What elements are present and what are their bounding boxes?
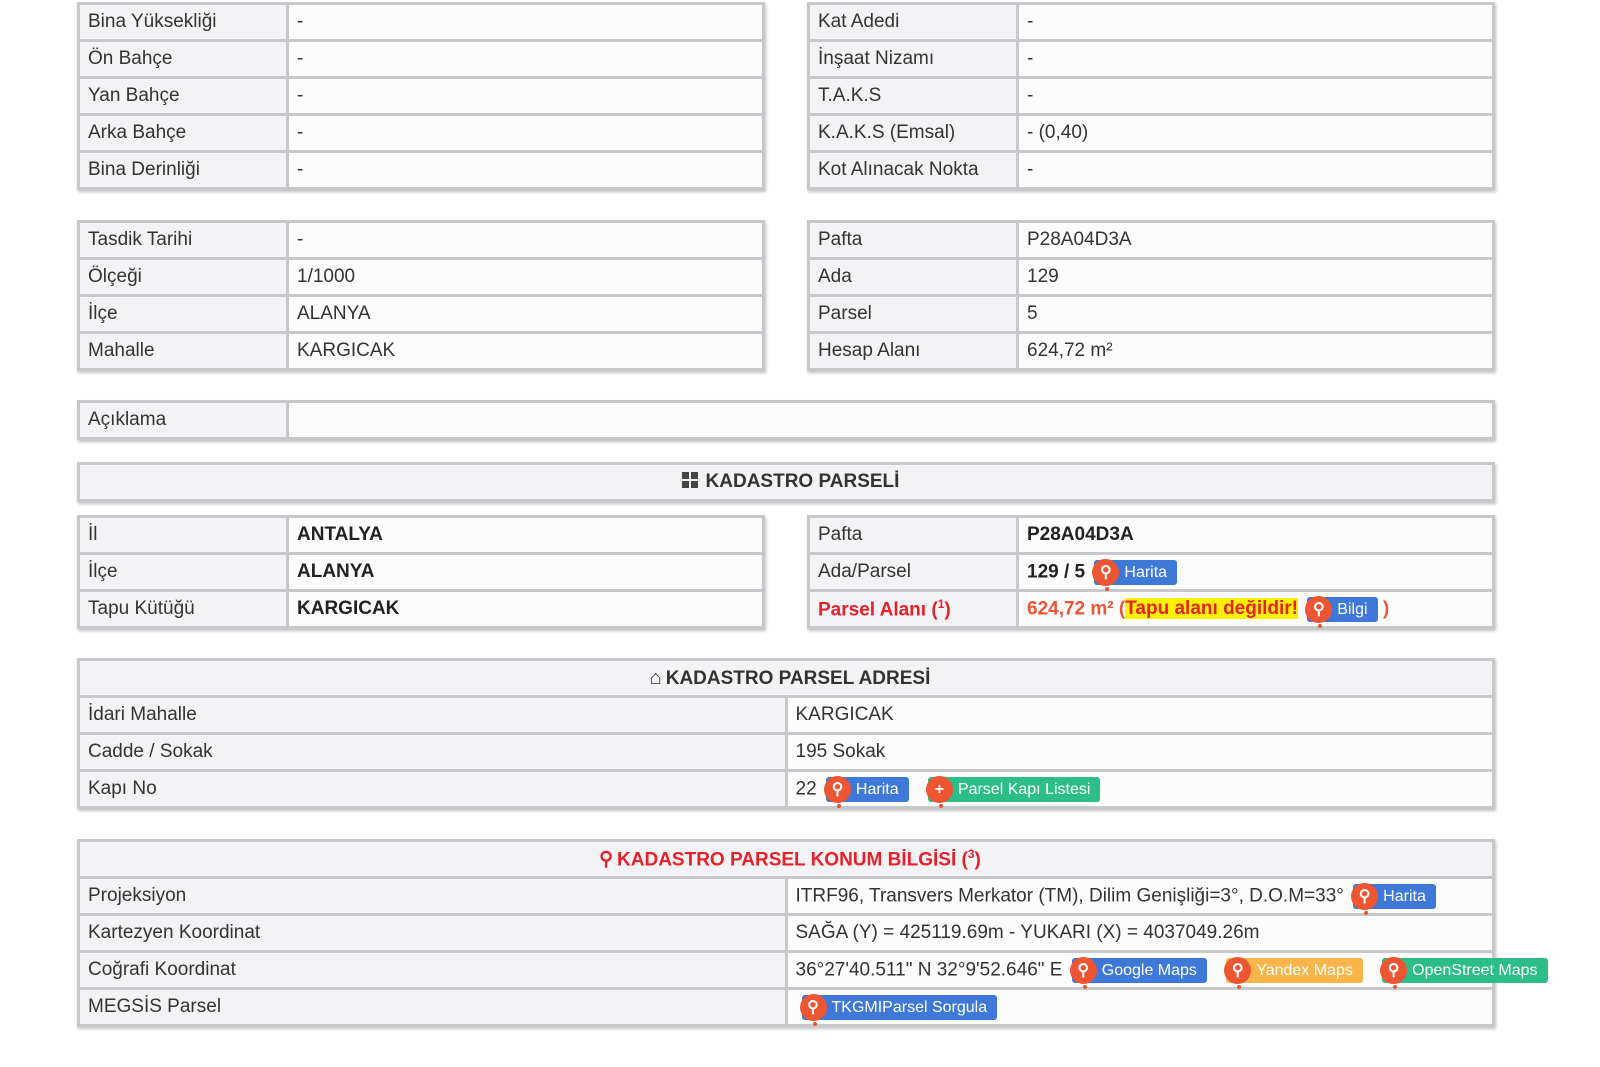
table-row: [79, 78, 764, 115]
table-row: [79, 591, 764, 628]
table-row: [809, 296, 1494, 333]
harita-button[interactable]: ⚲ Harita: [1353, 884, 1436, 909]
aciklama-value: [288, 402, 1494, 439]
building-table-left: [77, 2, 765, 190]
table-row: [79, 115, 764, 152]
row-value: -: [1018, 41, 1494, 78]
table-row: [79, 915, 1494, 952]
projeksiyon-label: Projeksiyon: [79, 878, 787, 915]
row-value: -: [288, 115, 764, 152]
row-value: 5: [1018, 296, 1494, 333]
sokak-label: Cadde / Sokak: [79, 734, 787, 771]
mahalle-label: İdari Mahalle: [79, 697, 787, 734]
map-pin-icon: ⚲: [1070, 957, 1097, 984]
row-value: -: [1018, 78, 1494, 115]
mahalle-value: KARGICAK: [786, 697, 1494, 734]
row-label: Tasdik Tarihi: [79, 222, 288, 259]
cografi-cell: [786, 952, 1538, 989]
adaparsel-value: 129 / 5: [1027, 561, 1086, 583]
table-row: [809, 41, 1494, 78]
row-value: ANTALYA: [288, 517, 764, 554]
row-value: 624,72 m²: [1018, 333, 1494, 370]
table-row: [809, 517, 1494, 554]
row-value: KARGICAK: [288, 333, 764, 370]
info-icon: ⚲: [1305, 596, 1332, 623]
row-label: Parsel: [809, 296, 1018, 333]
row-label: Hesap Alanı: [809, 333, 1018, 370]
kartezyen-value: SAĞA (Y) = 425119.69m - YUKARI (X) = 4037049.26m: [786, 915, 1494, 952]
kartezyen-label: Kartezyen Koordinat: [79, 915, 787, 952]
row-label: Ölçeği: [79, 259, 288, 296]
map-pin-icon: ⚲: [1351, 883, 1378, 910]
kapi-label: Kapı No: [79, 771, 787, 808]
parsel-alani-cell: [1018, 591, 1494, 628]
google-maps-button[interactable]: ⚲ Google Maps: [1072, 958, 1207, 983]
adaparsel-label: Ada/Parsel: [809, 554, 1018, 591]
table-row: [809, 554, 1494, 591]
table-row: [79, 333, 764, 370]
tapu-warning: Tapu alanı değildir!: [1125, 598, 1299, 620]
table-row: [79, 771, 1494, 808]
row-label: İlçe: [79, 296, 288, 333]
map-pin-icon: ⚲: [800, 994, 827, 1021]
kadastro-table-left: [77, 515, 765, 629]
plan-table-left: [77, 220, 765, 371]
table-row: [809, 222, 1494, 259]
kadastro-header: [77, 462, 1495, 502]
row-label: Ön Bahçe: [79, 41, 288, 78]
map-pin-icon: ⚲: [1380, 957, 1407, 984]
table-row: [79, 296, 764, 333]
row-label: Tapu Kütüğü: [79, 591, 288, 628]
kapi-cell: [786, 771, 1494, 808]
table-row: [809, 152, 1494, 189]
row-value: -: [1018, 152, 1494, 189]
row-label: İnşaat Nizamı: [809, 41, 1018, 78]
kapi-value: 22: [795, 778, 817, 800]
row-label: T.A.K.S: [809, 78, 1018, 115]
row-value: 129: [1018, 259, 1494, 296]
row-value: -: [1018, 4, 1494, 41]
parsel-alani-close: ): [1382, 598, 1390, 620]
yandex-maps-button[interactable]: ⚲ Yandex Maps: [1226, 958, 1363, 983]
row-value: 1/1000: [288, 259, 764, 296]
table-row: [79, 878, 1494, 915]
row-value: ALANYA: [288, 554, 764, 591]
adaparsel-cell: [1018, 554, 1494, 591]
plan-table-right: [807, 220, 1495, 371]
adres-table: [77, 658, 1495, 809]
location-pin-icon: ⚲: [599, 849, 614, 871]
row-value: P28A04D3A: [1018, 222, 1494, 259]
konum-table: [77, 839, 1538, 1027]
table-row: [79, 402, 1494, 439]
map-pin-icon: ⚲: [1092, 559, 1119, 586]
parsel-kapi-listesi-button[interactable]: + Parsel Kapı Listesi: [928, 777, 1101, 802]
building-table-right: [807, 2, 1495, 190]
projeksiyon-value: ITRF96, Transvers Merkator (TM), Dilim Genişliği=3°, D.O.M=33°: [795, 885, 1344, 907]
row-value: -: [288, 152, 764, 189]
row-label: Mahalle: [79, 333, 288, 370]
sokak-value: 195 Sokak: [786, 734, 1494, 771]
home-icon: ⌂: [649, 666, 662, 689]
table-row: [809, 333, 1494, 370]
table-row: [79, 222, 764, 259]
map-pin-icon: ⚲: [1224, 957, 1251, 984]
konum-title: ⚲ KADASTRO PARSEL KONUM BİLGİSİ ($^3$): [79, 841, 1494, 878]
map-pin-icon: ⚲: [824, 776, 851, 803]
row-value: - (0,40): [1018, 115, 1494, 152]
row-value: KARGICAK: [288, 591, 764, 628]
row-label: Kot Alınacak Nokta: [809, 152, 1018, 189]
kadastro-table-right: [807, 515, 1495, 629]
pafta-label: Pafta: [809, 517, 1018, 554]
cografi-value: 36°27'40.511" N 32°9'52.646" E: [795, 959, 1063, 981]
openstreet-maps-button[interactable]: ⚲ OpenStreet Maps: [1382, 958, 1547, 983]
megsis-label: MEGSİS Parsel: [79, 989, 787, 1026]
row-label: İl: [79, 517, 288, 554]
row-label: Bina Derinliği: [79, 152, 288, 189]
table-row: [809, 591, 1494, 628]
table-row: [79, 734, 1494, 771]
row-label: Pafta: [809, 222, 1018, 259]
row-value: -: [288, 78, 764, 115]
row-label: K.A.K.S (Emsal): [809, 115, 1018, 152]
table-row: [79, 952, 1494, 989]
parsel-alani-label: Parsel Alanı ($^1$): [809, 591, 1018, 628]
aciklama-label: Açıklama: [79, 402, 288, 439]
row-label: Ada: [809, 259, 1018, 296]
table-row: [79, 554, 764, 591]
table-row: [79, 152, 764, 189]
bilgi-button[interactable]: ⚲ Bilgi: [1307, 597, 1377, 622]
table-row: [79, 41, 764, 78]
parsel-alani-value: 624,72 m² (: [1027, 598, 1126, 620]
cografi-label: Coğrafi Koordinat: [79, 952, 787, 989]
table-row: [79, 259, 764, 296]
row-label: Arka Bahçe: [79, 115, 288, 152]
harita-button[interactable]: ⚲ Harita: [1094, 560, 1177, 585]
table-row: [79, 4, 764, 41]
kadastro-title: KADASTRO PARSELİ: [79, 464, 1494, 501]
table-row: [79, 697, 1494, 734]
row-value: -: [288, 41, 764, 78]
table-row: [809, 115, 1494, 152]
table-row: [79, 517, 764, 554]
row-value: -: [288, 4, 764, 41]
table-row: [809, 4, 1494, 41]
row-value: -: [288, 222, 764, 259]
table-row: [809, 78, 1494, 115]
row-label: İlçe: [79, 554, 288, 591]
row-label: Kat Adedi: [809, 4, 1018, 41]
row-label: Yan Bahçe: [79, 78, 288, 115]
pafta-value: P28A04D3A: [1018, 517, 1494, 554]
table-row: [809, 259, 1494, 296]
table-row: [79, 989, 1494, 1026]
aciklama-table: [77, 400, 1495, 440]
megsis-cell: [786, 989, 1494, 1026]
plus-icon: +: [926, 776, 953, 803]
adres-title: ⌂ KADASTRO PARSEL ADRESİ: [79, 660, 1494, 697]
projeksiyon-cell: [786, 878, 1494, 915]
harita-button[interactable]: ⚲ Harita: [826, 777, 909, 802]
row-label: Bina Yüksekliği: [79, 4, 288, 41]
row-value: ALANYA: [288, 296, 764, 333]
tkgm-parsel-sorgula-button[interactable]: ⚲ TKGMIParsel Sorgula: [802, 995, 998, 1020]
grid-icon: [681, 471, 700, 489]
